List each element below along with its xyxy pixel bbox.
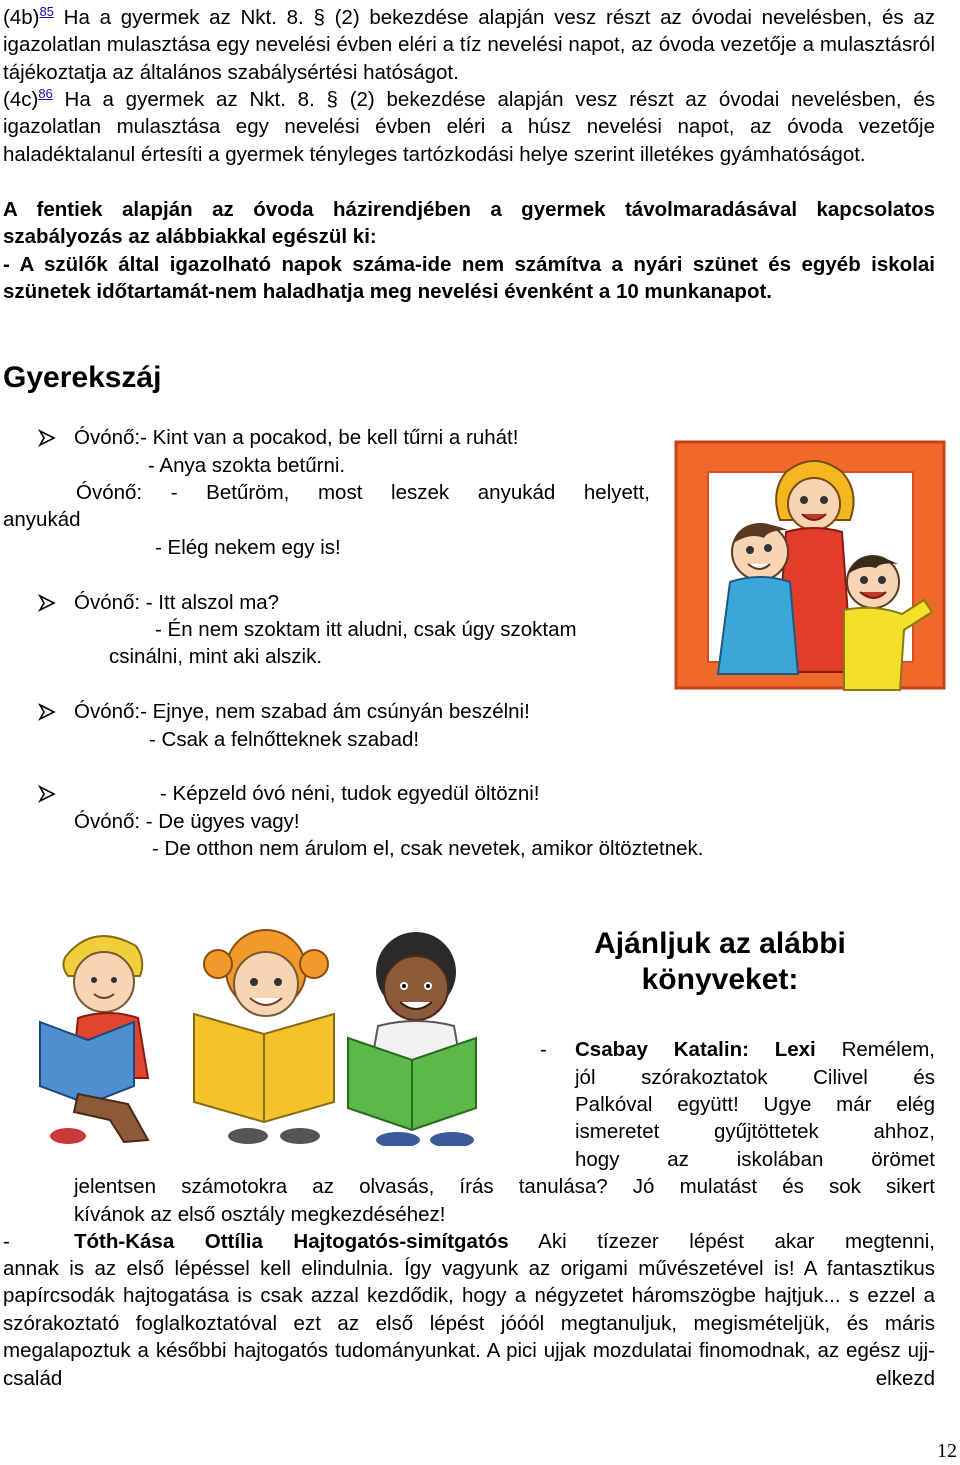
quote-4-line-2: Óvónő: - De ügyes vagy! <box>74 810 300 833</box>
book-2-title: Tóth-Kása Ottília Hajtogatós-simítgatós <box>74 1230 509 1253</box>
page-number: 12 <box>937 1440 957 1462</box>
quote-2-line-2: - Én nem szoktam itt aludni, csak úgy szoktam <box>155 618 577 641</box>
quote-2-line-3: csinálni, mint aki alszik. <box>109 645 323 668</box>
quote-4-line-1: - Képzeld óvó néni, tudok egyedül öltözni! <box>160 782 540 805</box>
quote-2-line-1: Óvónő: - Itt alszol ma? <box>74 591 280 614</box>
book-1-line-1: Csabay Katalin: Lexi Remélem, <box>575 1038 936 1061</box>
section-title: Gyerekszáj <box>3 361 162 394</box>
paragraph-4b: (4b)$^{85}$ Ha a gyermek az Nkt. 8. § (2) bekezdése alapján vesz részt az óvodai nevelésben, és az igazolatlan mulasztása egy nevelési évben eléri a tíz nevelési napot, az óvoda vezetője a mulasztásról tájékoztatja az általános szabálysértési hatóságot. <box>3 4 935 84</box>
book-2-dash: - <box>3 1230 10 1253</box>
footnote-link-86[interactable]: 86 <box>38 86 53 102</box>
arrow-bullet-icon <box>38 703 56 721</box>
book-1-line-7: kívánok az első osztály megkezdéséhez! <box>74 1203 446 1226</box>
book-1-line-4: ismeretet gyűjtöttetek ahhoz, <box>575 1120 935 1143</box>
book-1-line-2: jól szórakoztatok Cilivel és <box>575 1066 935 1089</box>
books-title-line-1: Ajánljuk az alábbi <box>594 927 846 960</box>
arrow-bullet-icon <box>38 785 56 803</box>
quote-1-line-3: Óvónő: - Betűröm, most leszek anyukád helyett, <box>76 481 650 504</box>
book-1-line-5: hogy az iskolában örömet <box>575 1148 935 1171</box>
rule-intro-bold: A fentiek alapján az óvoda házirendjében a gyermek távolmaradásával kapcsolatos szabályozás az alábbiakkal egészül ki: <box>3 198 935 249</box>
book-1-line-3: Palkóval együtt! Ugye már elég <box>575 1093 935 1116</box>
book-2-line-1: Tóth-Kása Ottília Hajtogatós-simítgatós Aki tízezer lépést akar megtenni, <box>74 1230 936 1253</box>
books-title-line-2: könyveket: <box>641 963 799 996</box>
footnote-link-85[interactable]: 85 <box>39 4 54 20</box>
book-1-line-6: jelentsen számotokra az olvasás, írás tanulása? Jó mulatást és sok sikert <box>74 1175 935 1198</box>
quote-1-line-3-cont: anyukád <box>3 508 81 531</box>
kids-frame-illustration <box>668 432 950 694</box>
quote-4-line-3: - De otthon nem árulom el, csak nevetek, amikor öltöztetnek. <box>152 837 704 860</box>
book-2-description: annak is az első lépéssel kell elindulnia. Így vagyunk az origami művészetével is! A fantasztikus papírcsodák hajtogatása is csak azzal kezdődik, hogy a négyzetet háromszögbe hajtjuk... s ezzel a szórakoztató foglalkoztatóval ezt az első lépést jóóól megtanuljuk, megismételjük, és máris megalapoztuk a későbbi hajtogatós tudományunkat. A pici ujjak mozdulatai finomodnak, az egész ujj-család elkezd <box>3 1257 935 1390</box>
kids-reading-illustration <box>38 914 490 1146</box>
arrow-bullet-icon <box>38 429 56 447</box>
quote-3-line-2: - Csak a felnőtteknek szabad! <box>149 728 420 751</box>
quote-1-line-2: - Anya szokta betűrni. <box>148 454 346 477</box>
quote-1-line-4: - Elég nekem egy is! <box>155 536 341 559</box>
book-1-title: Csabay Katalin: Lexi <box>575 1038 816 1061</box>
rule-bold: - A szülők által igazolható napok száma-ide nem számítva a nyári szünet és egyéb iskolai szünetek időtartamát-nem haladhatja meg nevelési évenként a 10 munkanapot. <box>3 253 935 304</box>
book-1-dash: - <box>540 1038 547 1061</box>
quote-3-line-1: Óvónő:- Ejnye, nem szabad ám csúnyán beszélni! <box>74 700 530 723</box>
quote-1-line-1: Óvónő:- Kint van a pocakod, be kell tűrni a ruhát! <box>74 426 519 449</box>
paragraph-4c: (4c)$^{86}$ Ha a gyermek az Nkt. 8. § (2) bekezdése alapján vesz részt az óvodai nevelésben, és igazolatlan mulasztása egy nevelési évben eléri a húsz nevelési napot, az óvoda vezetője haladéktalanul értesíti a gyermek tényleges tartózkodási helye szerint illetékes gyámhatóságot. <box>3 86 935 166</box>
arrow-bullet-icon <box>38 594 56 612</box>
